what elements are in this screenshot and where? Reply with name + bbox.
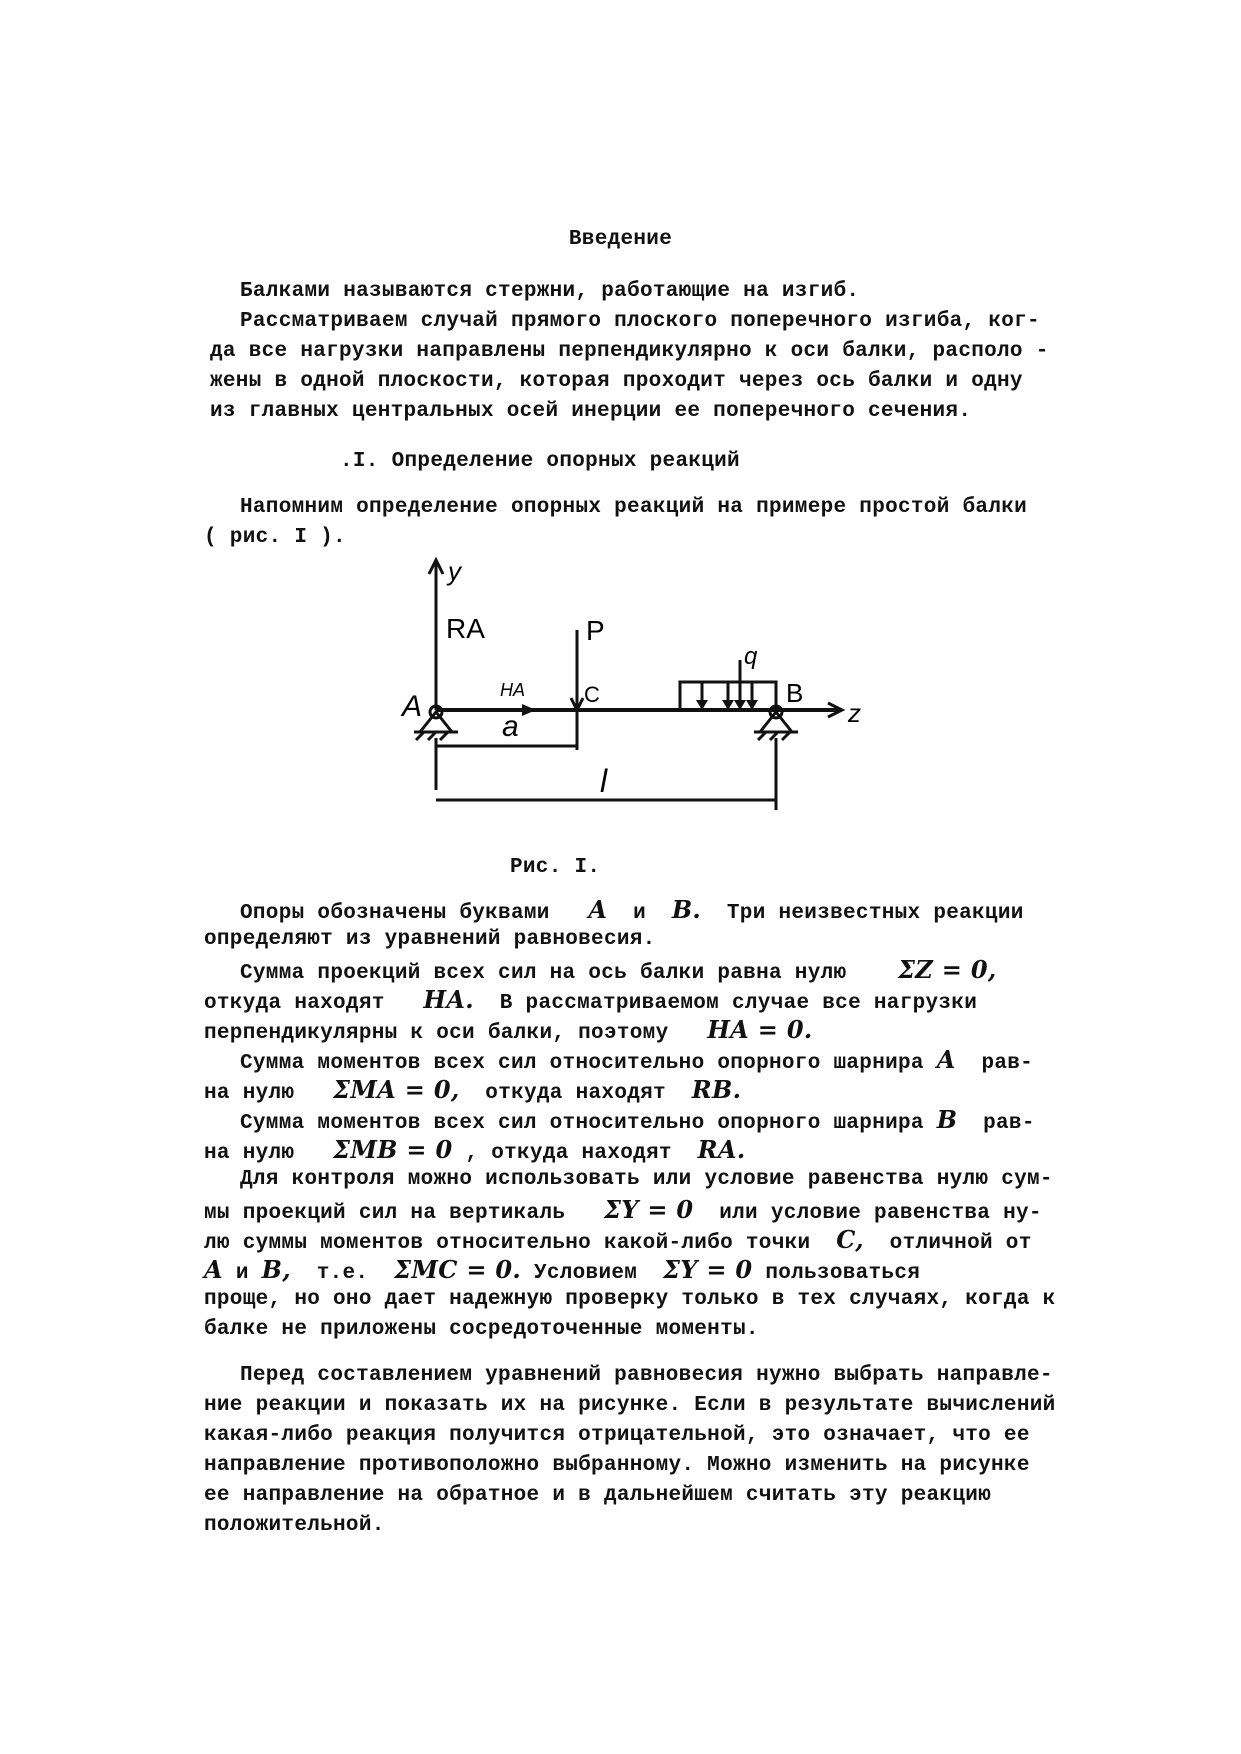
para7-text-2b: или условие равенства ну- (719, 1202, 1042, 1225)
para1-line4: жены в одной плоскости, которая проходит через ось балки и одну (210, 370, 1023, 393)
z-axis-label: z (848, 698, 861, 728)
para7-text-4b: Условием (533, 1262, 638, 1285)
equation-sum-y-2: ΣY = 0 (662, 1255, 753, 1284)
equation-ha-zero: HA = 0. (707, 1015, 813, 1044)
para8-line4: направление противоположно выбранному. Можно изменить на рисунке (204, 1454, 1030, 1477)
para1-line2: Рассматриваем случай прямого плоского поперечного изгиба, ког- (240, 310, 1040, 333)
equation-sum-z: ΣZ = 0, (898, 955, 997, 984)
figure-caption: Рис. I. (510, 856, 601, 879)
symbol-ra: RA. (697, 1135, 746, 1164)
y-axis-label: y (448, 556, 461, 586)
symbol-rb: RB. (691, 1075, 742, 1104)
para6-text-d: , откуда находят (465, 1142, 672, 1165)
para1-line5: из главных центральных осей инерции ее поперечного сечения. (210, 400, 972, 423)
equation-sum-mb: ΣMB = 0 (333, 1135, 453, 1164)
section-heading: .I. Определение опорных реакций (340, 450, 740, 473)
para2-line1: Напомним определение опорных реакций на примере простой балки (240, 496, 1028, 519)
para8-line3: какая-либо реакция получится отрицательной, это означает, что ее (204, 1424, 1030, 1447)
equation-sum-ma: ΣMA = 0, (333, 1075, 460, 1104)
point-c-label: C (584, 682, 600, 707)
para3-text-a: Опоры обозначены буквами (240, 902, 550, 925)
para3-line2: определяют из уравнений равновесия. (204, 928, 656, 951)
para7-text-4c: пользоваться (765, 1262, 921, 1285)
para7-line5: проще, но оно дает надежную проверку только в тех случаях, когда к (204, 1288, 1056, 1311)
para4-text-2a: откуда находят (204, 992, 385, 1015)
para8-line5: ее направление на обратное и в дальнейшем считать эту реакцию (204, 1484, 992, 1507)
support-b-triangle (760, 712, 792, 732)
para1-line3: да все нагрузки направлены перпендикулярно к оси балки, располо - (210, 340, 1049, 363)
symbol-b: B. (671, 895, 702, 924)
para1-line1: Балками называются стержни, работающие на изгиб. (240, 280, 860, 303)
para5-text-d: откуда находят (485, 1082, 666, 1105)
ha-label: HA (500, 680, 526, 700)
equation-sum-mc: ΣMC = 0. (394, 1255, 522, 1284)
para7-text-3a: лю суммы моментов относительно какой-либо точки (204, 1232, 811, 1255)
para3-text-b: Три неизвестных реакции (726, 902, 1024, 925)
point-a-label: A (402, 690, 423, 723)
point-b-label: B (786, 678, 804, 708)
symbol-a: A (588, 895, 608, 924)
para6-text-b: рав- (983, 1112, 1035, 1135)
symbol-b-2: B (936, 1105, 958, 1134)
para2-line2: ( рис. I ). (204, 526, 346, 549)
beam-figure (380, 550, 900, 840)
symbol-a-2: A (936, 1045, 956, 1074)
word-and-2: и (235, 1262, 249, 1285)
para7-text-2a: мы проекций сил на вертикаль (204, 1202, 566, 1225)
word-and: и (633, 902, 647, 925)
para7-text-3b: отличной от (889, 1232, 1032, 1255)
para6-text-c: на нулю (204, 1142, 295, 1165)
word-te: т.е. (316, 1262, 369, 1285)
ra-label: RA (446, 613, 485, 644)
ha-arrow-head (522, 704, 536, 716)
para8-line2: ние реакции и показать их на рисунке. Если в результате вычислений (204, 1394, 1056, 1417)
para4-text-2b: В рассматриваемом случае все нагрузки (499, 992, 978, 1015)
symbol-ha: HA. (423, 985, 474, 1014)
para4-text-3: перпендикулярны к оси балки, поэтому (204, 1022, 669, 1045)
dim-a-label: a (502, 710, 519, 743)
para8-line6: положительной. (204, 1514, 385, 1537)
equation-sum-y: ΣY = 0 (603, 1195, 694, 1224)
p-label: P (586, 615, 605, 646)
para6-text-a: Сумма моментов всех сил относительно опорного шарнира (240, 1112, 924, 1135)
symbol-a-3: A (204, 1255, 223, 1284)
symbol-b-3: B, (261, 1255, 291, 1284)
symbol-c: C, (836, 1225, 864, 1254)
q-label: q (744, 643, 758, 670)
para7-line6: балке не приложены сосредоточенные моменты. (204, 1318, 759, 1341)
page-title: Введение (568, 228, 673, 251)
dim-l-label: l (600, 763, 608, 799)
para7-line1: Для контроля можно использовать или условие равенства нулю сум- (240, 1168, 1053, 1191)
para5-text-c: на нулю (204, 1082, 295, 1105)
para8-line1: Перед составлением уравнений равновесия нужно выбрать направле- (240, 1364, 1053, 1387)
para5-text-b: рав- (981, 1052, 1034, 1075)
para4-text: Сумма проекций всех сил на ось балки равна нулю (240, 962, 847, 985)
para5-text-a: Сумма моментов всех сил относительно опорного шарнира (240, 1052, 924, 1075)
support-a-triangle (420, 712, 452, 732)
